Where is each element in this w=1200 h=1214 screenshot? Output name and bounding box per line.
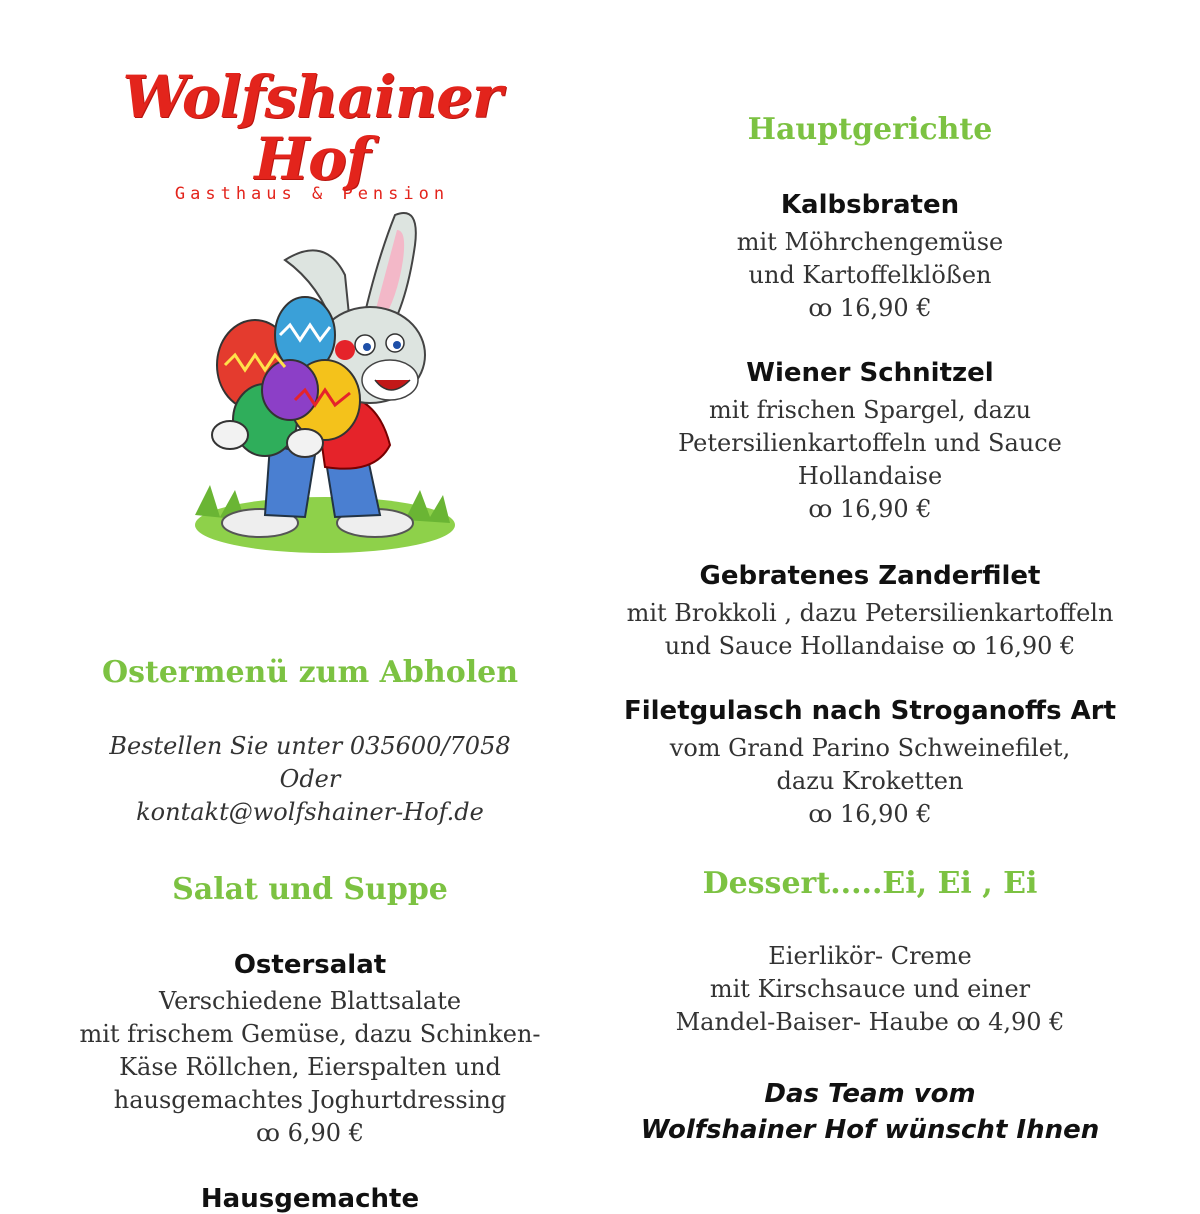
easter-bunny-illustration bbox=[175, 205, 465, 565]
order-info bbox=[60, 730, 560, 829]
description-line: dazu Kroketten bbox=[776, 767, 964, 795]
dish-price: ꝏ 6,90 € bbox=[256, 1119, 364, 1147]
description-line: mit frischem Gemüse, dazu Schinken- bbox=[79, 1020, 541, 1048]
description-line: Eierlikör- Creme bbox=[768, 942, 972, 970]
description-line: und Kartoffelklößen bbox=[748, 261, 992, 289]
logo-name: Wolfshainer Hof bbox=[122, 63, 502, 193]
dish-price: ꝏ 16,90 € bbox=[808, 294, 932, 322]
description-line: Mandel-Baiser- Haube ꝏ 4,90 € bbox=[675, 1008, 1065, 1036]
dessert-description bbox=[620, 940, 1120, 1039]
description-line: mit Kirschsauce und einer bbox=[709, 975, 1031, 1003]
description-line: Petersilienkartoffeln und Sauce bbox=[678, 429, 1062, 457]
dish-name-zanderfilet: Gebratenes Zanderfilet bbox=[699, 561, 1041, 591]
logo bbox=[112, 63, 512, 204]
dish-description-ostersalat bbox=[60, 985, 560, 1150]
dish-name-kalbsbraten: Kalbsbraten bbox=[780, 190, 960, 220]
dish-description-wiener-schnitzel bbox=[620, 394, 1120, 526]
description-line: Hollandaise bbox=[797, 462, 943, 490]
main-courses-heading: Hauptgerichte bbox=[747, 112, 993, 147]
dessert-heading: Dessert.....Ei, Ei , Ei bbox=[702, 866, 1038, 901]
dish-name-ostersalat: Ostersalat bbox=[233, 950, 387, 980]
dish-description-zanderfilet bbox=[620, 597, 1120, 663]
closing-line: Das Team vom bbox=[764, 1079, 976, 1109]
order-email-link[interactable]: kontakt@wolfshainer-Hof.de bbox=[136, 798, 484, 826]
description-line: Käse Röllchen, Eierspalten und bbox=[119, 1053, 501, 1081]
description-line: und Sauce Hollandaise ꝏ 16,90 € bbox=[664, 632, 1076, 660]
description-line: mit Möhrchengemüse bbox=[736, 228, 1004, 256]
dish-price: ꝏ 16,90 € bbox=[808, 800, 932, 828]
salad-heading: Salat und Suppe bbox=[172, 872, 448, 907]
dish-price: ꝏ 16,90 € bbox=[808, 495, 932, 523]
description-line: mit Brokkoli , dazu Petersilienkartoffeln bbox=[626, 599, 1114, 627]
description-line: mit frischen Spargel, dazu bbox=[708, 396, 1032, 424]
description-line: vom Grand Parino Schweinefilet, bbox=[669, 734, 1071, 762]
dish-name-partial: Hausgemachte bbox=[200, 1184, 420, 1214]
order-phone-line: Bestellen Sie unter 035600/7058 bbox=[109, 732, 511, 760]
description-line: Verschiedene Blattsalate bbox=[158, 987, 462, 1015]
dish-name-filetgulasch: Filetgulasch nach Stroganoffs Art bbox=[623, 696, 1117, 726]
dish-description-kalbsbraten bbox=[620, 226, 1120, 325]
description-line: hausgemachtes Joghurtdressing bbox=[113, 1086, 507, 1114]
order-or-line: Oder bbox=[279, 765, 341, 793]
closing-line: Wolfshainer Hof wünscht Ihnen bbox=[640, 1115, 1100, 1145]
order-heading: Ostermenü zum Abholen bbox=[101, 655, 519, 690]
closing-message bbox=[620, 1076, 1120, 1148]
dish-description-filetgulasch bbox=[620, 732, 1120, 831]
logo-subtitle: Gasthaus & Pension bbox=[174, 184, 450, 204]
dish-name-wiener-schnitzel: Wiener Schnitzel bbox=[746, 358, 994, 388]
